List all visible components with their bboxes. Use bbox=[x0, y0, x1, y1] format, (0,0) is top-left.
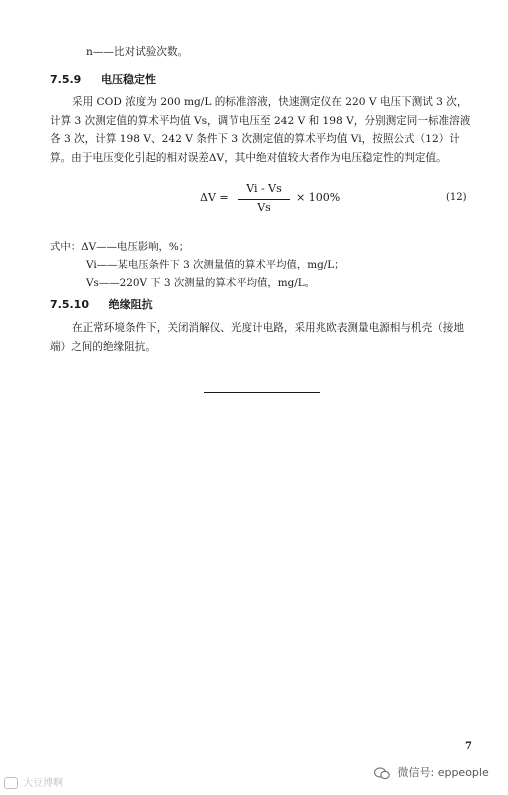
formula-numerator: Vi - Vs bbox=[246, 182, 282, 195]
end-rule bbox=[204, 392, 320, 393]
formula-fraction bbox=[236, 182, 292, 216]
where-line-1: 式中：ΔV——电压影响，%； bbox=[50, 241, 190, 253]
section-7-5-10-heading bbox=[50, 296, 153, 312]
wechat-id-text: 微信号: eppeople bbox=[397, 766, 489, 779]
watermark-left bbox=[4, 774, 63, 789]
where-line-2: Vi——某电压条件下 3 次测量值的算术平均值，mg/L； bbox=[86, 259, 345, 271]
section-7-5-9-heading bbox=[50, 71, 156, 87]
formula-denominator: Vs bbox=[257, 201, 271, 214]
watermark-text: 大豆博啊 bbox=[23, 778, 64, 789]
section-number: 7.5.9 bbox=[50, 73, 82, 86]
voltage-stability-paragraph: 采用 COD 浓度为 200 mg/L 的标准溶液，快速测定仪在 220 V 电压下测试 3 次，计算 3 次测定值的算术平均值 Vs，调节电压至 242 V 和 198 V，分别测定同一标准溶液各 3 次，计算 198 V、242 V 条件下 3 次测定值的算术平均值 Vi，按照公式（12）计算。由于电压变化引起的相对误差ΔV，其中绝对值较大者作为电压稳定性的判定值。 bbox=[50, 96, 471, 164]
watermark-logo-icon bbox=[4, 777, 18, 789]
variable-n-definition: n——比对试验次数。 bbox=[86, 46, 189, 58]
section-title: 电压稳定性 bbox=[101, 73, 157, 86]
formula-number: (12) bbox=[446, 192, 467, 203]
where-line-3: Vs——220V 下 3 次测量的算术平均值，mg/L。 bbox=[86, 277, 316, 289]
page-number: 7 bbox=[465, 741, 472, 752]
section-number: 7.5.10 bbox=[50, 298, 89, 311]
wechat-id-overlay bbox=[374, 764, 489, 780]
fraction-bar bbox=[238, 199, 290, 200]
insulation-impedance-paragraph: 在正常环境条件下，关闭消解仪、光度计电路，采用兆欧表测量电源相与机壳（接地端）之间的绝缘阻抗。 bbox=[50, 322, 464, 353]
wechat-icon bbox=[374, 767, 390, 780]
section-title: 绝缘阻抗 bbox=[108, 298, 153, 311]
formula-tail: × 100% bbox=[296, 191, 341, 204]
formula-lhs: ΔV = bbox=[200, 191, 229, 204]
